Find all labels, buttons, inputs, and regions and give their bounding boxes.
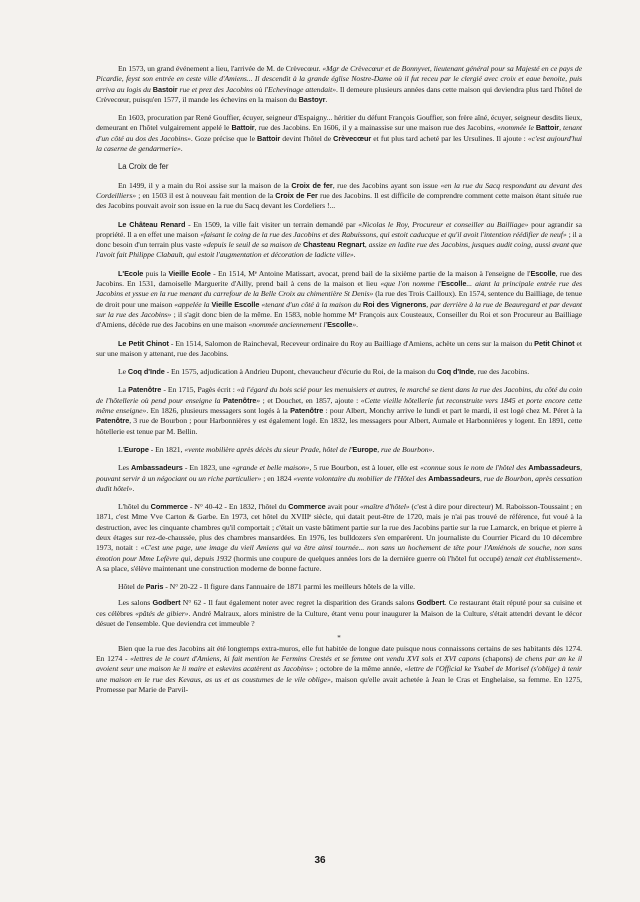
text-run: rue des Jacobins. Il est difficile de comprendre comment cette maison étant située rue des Jacobins pouvait avoir son issue en la rue du Sacq devant les Cordeliers !... <box>96 190 582 211</box>
quotation: «depuis le seuil de sa maison de <box>202 240 303 250</box>
text-run: et fut plus tard acheté par les Ursulines. Il ajoute : <box>371 133 528 143</box>
quotation: » <box>352 320 357 330</box>
place-name: Vieille Escolle <box>211 299 260 309</box>
text-run: ; octobre de la même année, <box>313 664 405 674</box>
place-name: Patenôtre <box>290 406 324 416</box>
text-run: ; et Douchet, en 1857, ajoute : <box>260 395 361 405</box>
text-run: et sur une maison y attenant, rue des Jacobins. <box>96 338 582 358</box>
text-run: En 1499, il y a main du Roi assise sur la maison de la <box>118 180 292 190</box>
text-run: devint l'hôtel de <box>280 133 334 143</box>
page-number: 36 <box>314 855 326 866</box>
place-name: Ambassadeurs <box>131 463 183 473</box>
text-run: N° 62 - Il faut également noter avec regret la disparition des Grands salons <box>180 598 417 608</box>
quotation: , rue de Bourbon» <box>377 444 433 454</box>
text-run: L' <box>118 444 124 454</box>
place-name: Escolle <box>327 320 353 330</box>
text-run: - En 1514, Salomon de Raincheval, Receveur ordinaire du Roy au Bailliage d'Amiens, achète un cens sur la maison du <box>168 338 535 348</box>
place-name: Le Petit Chinot <box>118 338 169 348</box>
paragraph <box>96 113 582 154</box>
quotation: «pâtés de gibier» <box>135 608 189 618</box>
text-run: , rue des Jacobins. En 1606, il y a mainassise sur une maison rue des Jacobins, <box>254 123 498 133</box>
text-run: - En 1823, une <box>182 463 233 473</box>
text-run: . <box>325 94 328 104</box>
text-run: , 5 rue Bourbon, est à louer, elle est <box>309 463 421 473</box>
text-run: . <box>353 250 356 260</box>
paragraph <box>96 445 582 455</box>
place-name: Le Château Renard <box>118 219 186 229</box>
place-name: Vieille Ecole <box>168 268 211 278</box>
paragraph <box>96 367 582 377</box>
place-name: Croix de Fer <box>275 190 318 200</box>
place-name: L'Ecole <box>118 268 144 278</box>
text-run: - En 1821, <box>148 444 185 454</box>
quotation: «connue sous le nom de l'hôtel des <box>420 463 529 473</box>
text-run: , rue des Jacobins ayant son issue <box>332 180 441 190</box>
quotation: «grande et belle maison» <box>232 463 310 473</box>
text-run: . Ce restaurant était réputé pour sa cuisine et ces célèbres <box>96 598 582 618</box>
quotation: «C'est une page, une image du vieil Amiens qui va être ainsi tournée... non sans un hochement de tête pour l'Amiénois de souche, non sans émotion pour Mme Lefèvre qui, depuis 1932 <box>96 543 582 563</box>
text-run: Les <box>118 463 132 473</box>
text-run: . André Malraux, alors ministre de la Culture, étant venu pour inaugurer la Maison de la Culture, s'était attendri devant le décor désuet de l'ensemble. Que deviendra cet immeuble ? <box>96 608 582 629</box>
paragraph <box>96 502 582 574</box>
text-run: . <box>432 444 435 454</box>
quotation: «lettres de le court d'Amiens, ki fait mention ke Fermins Crestés et se femme ont vendu XVI sols et XVI capons <box>130 653 481 663</box>
section-separator: * <box>337 634 341 643</box>
text-run: - En 1514, Mᵉ Antoine Matissart, avocat, prend bail de la sixième partie de la maison à l'enseigne de l' <box>210 268 531 278</box>
text-run: L'hôtel du <box>118 502 151 512</box>
section-heading: La Croix de fer <box>118 162 169 172</box>
place-name: Europe <box>352 444 378 454</box>
text-run: ; il s'agit donc bien de la même. En 1583, noble homme Mᵉ François aux Cousteaux, Conseiller du Roi et son Procureur au Bailliage d'Amiens, décède rue des Jacobins en une maison <box>96 309 582 330</box>
place-name: Godbert <box>152 598 181 608</box>
text-run: En 1603, procuration par René Gouffier, écuyer, seigneur d'Espaigny... héritier du défunt François Gouffier, son frère aîné, écuyer, seigneur desdits lieux, demeurant en l'hôtel vulgairement appelé le <box>96 113 582 133</box>
text-run: Les salons <box>118 598 153 608</box>
text-run: , 3 rue de Bourbon ; pour Harbonnières y est également logé. En 1832, les messagers pour Albert, Aumale et Harbonnières y logent. En 1891, cette hôtellerie est tenue par M. Bellin. <box>96 416 582 436</box>
text-run: , maison qu'elle avait achetée à Jean le Cras et Enghelaise, sa femme. En 1275, Promesse par Marie de Parvil- <box>96 674 582 694</box>
paragraph <box>96 385 582 436</box>
text-run: , rue des Jacobins. En 1531, damoiselle Marguerite d'Ailly, prend bail à cens de la maison et lieu <box>96 268 582 289</box>
paragraph <box>96 269 582 331</box>
quotation: «faisant le coing de la rue des Jacobins et des Rabuissons, qui estoit caducque et qu'il avoit l'intention réédifier de neuf» <box>200 229 567 239</box>
place-name: Battoir <box>257 133 281 143</box>
place-name: Bastoir <box>152 84 178 94</box>
text-run: puis la <box>143 268 169 278</box>
place-name: Bastoyr <box>298 94 326 104</box>
place-name: Chasteau Regnart <box>302 240 365 250</box>
quotation: tenait cet établissement» <box>504 553 581 563</box>
place-name: Europe <box>123 444 149 454</box>
text-run: pour agrandir sa propriété. Il a en effet une maison <box>96 219 582 239</box>
text-run: - En 1715, Pagès écrit : <box>161 385 237 395</box>
text-run: (c'est à dire pour directeur) M. Raboisson-Toussaint ; en 1871, c'est Mme Vve Carton & Garbe. En 1973, cet hôtel du XVIIIᵉ siècle, qui datait peut-être de 1720, mais je n'ai pas trouvé de référence, fut voué à la destruction, avec les cinquante chambres qu'il comportait ; c'était un vaste bâtiment partie sur la rue des Jacobins partie sur la rue Lamarck, en brique et pierre à deux étages sur rez-de-chaussée, plus des chambres mansardées. En 1976, les bulldozers s'en emparèrent. Un journaliste du Courrier Picard du 10 décembre 1973, notait : <box>96 502 582 553</box>
quotation: «vente mobilière après décès du sieur Prade, hôtel de l' <box>184 444 353 454</box>
place-name: Ambassadeurs <box>528 463 581 473</box>
quotation: ... aiant la principale entrée rue des Jacobins et yssue en la rue menant du carrefour de la Belle Croix au chimentière St Denis» <box>96 279 583 299</box>
place-name: Coq d'Inde <box>436 367 474 377</box>
text-run: - En 1575, adjudication à Andrieu Dupont, chevaucheur d'écurie du Roi, de la maison du <box>164 367 437 377</box>
place-name: Patenôtre <box>128 385 162 395</box>
text-run: (hormis une coupure de quelques années lors de la dernière guerre où l'hôtel fut occupé) <box>231 553 505 563</box>
place-name: Petit Chinot <box>534 338 575 348</box>
place-name: Roi des Vignerons <box>362 299 427 309</box>
text-run: . <box>180 144 183 154</box>
place-name: Commerce <box>288 502 326 512</box>
paragraph <box>96 220 582 261</box>
quotation: de chens par an ke il avoient seur une maison ke li maire et eskevins acatèrent as Jacobins» <box>96 653 582 674</box>
paragraph <box>96 64 582 105</box>
place-name: Escolle <box>530 268 556 278</box>
quotation: «c'est aujourd'hui la caserne de gendarmerie» <box>96 133 583 154</box>
place-name: Commerce <box>150 502 188 512</box>
place-name: Patenôtre <box>96 416 130 426</box>
text-run: - N° 20-22 - Il figure dans l'annuaire de 1871 parmi les meilleurs hôtels de la ville. <box>163 582 415 592</box>
quotation: , par derrière à la rue de Beauregard et par devant sur la rue des Jacobins» <box>96 299 582 319</box>
place-name: Godbert <box>416 598 445 608</box>
page-body <box>96 64 582 703</box>
text-run: Le <box>118 367 128 377</box>
text-run: ; en 1824 <box>261 473 294 483</box>
text-run: - N° 40-42 - En 1832, l'hôtel du <box>187 502 289 512</box>
quotation: «Mgr de Crèvecœur et de Bonnyvet, lieutenant général pour sa Majesté en ce pays de Picardie, feyst son entrée en ceste ville d'Amiens... Il descendit à la grande église Nostre-Dame où il fut receu par le clergié avec croix et eaue benoite, puis arriva au logis du <box>96 64 582 94</box>
quotation: «appelée la <box>174 299 212 309</box>
quotation: , rue de Bourbon, après cessation dudit hôtel» <box>96 473 582 493</box>
paragraph <box>96 339 582 360</box>
place-name: Croix de fer <box>291 180 333 190</box>
text-run: Bien que la rue des Jacobins ait été longtemps extra-muros, elle fut habitée de longue date puisque nous connaissons certains de ses habitants dès 1274. En 1274 - <box>96 643 582 663</box>
text-run: En 1573, un grand événement a lieu, l'arrivée de M. de Crèvecœur. <box>118 64 323 73</box>
quotation: «tenant d'un côté à la maison du <box>259 299 363 309</box>
place-name: Escolle <box>441 279 467 289</box>
text-run: (la rue des Trois Cailloux). En 1574, sentence du Bailliage, de tenue de droit pour une maison <box>96 289 582 309</box>
text-run: . <box>132 483 135 493</box>
text-run: : pour Albert, Monchy arrive le lundi et part le mardi, il est logé chez M. Péret à la <box>323 406 583 416</box>
quotation: «nommée anciennement l' <box>248 320 328 330</box>
paragraph <box>96 644 582 695</box>
place-name: Coq d'Inde <box>127 367 165 377</box>
quotation: «vente volontaire du mobilier de l'Hôtel des <box>293 473 429 483</box>
text-run: La <box>118 385 129 395</box>
paragraph <box>96 598 582 629</box>
text-run: , rue des Jacobins. <box>473 367 530 377</box>
text-run: . Il demeure plusieurs années dans cette maison qui deviendra plus tard l'hôtel de Crèvecœur, puisqu'en 1577, il mande les échevins en la maison du <box>96 84 582 104</box>
quotation: «Cette vieille hôtellerie fut reconstruite vers 1845 et porte encore cette même enseigne» <box>96 395 582 416</box>
text-run: avait pour <box>325 502 361 512</box>
text-run: (chapons) <box>480 653 516 663</box>
place-name: Patenôtre <box>223 395 257 405</box>
place-name: Battoir <box>231 123 255 133</box>
quotation: , assize en ladite rue des Jacobins, jusques audit coing, aussi avant que l'avoit fait Philippe Clabault, qui estoit l'augmentation et décoration de ladicte ville» <box>96 240 582 260</box>
text-run: Hôtel de <box>118 582 146 592</box>
quotation: «lettre de l'Official ke Ysabel de Morisel (s'oblige) à tenir une maison en le rue des Kevaus, as us et as coustumes de le vile oblige» <box>96 664 582 684</box>
quotation: «à l'égard du bois scié pour les menuisiers et autres, le marché se tient dans la rue des Jacobins, du côté du coin de l'hôtellerie où pend pour enseigne la <box>96 385 582 405</box>
quotation: rue et prez des Jacobins où l'Echevinage attendait» <box>177 84 337 94</box>
text-run: . A sa place, s'élève maintenant une construction moderne de bonne facture. <box>96 553 582 573</box>
paragraph <box>96 463 582 494</box>
text-run: . En 1826, plusieurs messagers sont logés à la <box>146 406 291 416</box>
quotation: «nommée le <box>497 123 536 133</box>
paragraph <box>96 181 582 212</box>
quotation: «Nicolas le Roy, Procureur et conseiller au Bailliage» <box>358 219 529 229</box>
place-name: Battoir <box>535 123 560 133</box>
paragraph <box>96 582 582 592</box>
text-run: . Goze précise que le <box>190 133 258 143</box>
place-name: Paris <box>145 582 164 592</box>
quotation: » <box>256 395 261 405</box>
text-run: ; il a donc besoin d'un terrain plus vaste <box>96 229 582 250</box>
place-name: Crèvecœur <box>333 133 372 143</box>
text-run: . <box>356 320 358 330</box>
place-name: Ambassadeurs <box>428 473 480 483</box>
quotation: , pouvant servir à un négociant ou un riche particulier» <box>96 463 582 483</box>
quotation: «en la rue du Sacq respondant au devant des Cordeilliers» <box>96 180 583 200</box>
text-run: - En 1509, la ville fait visiter un terrain demandé par <box>185 219 359 229</box>
quotation: «que l'on nomme l' <box>380 279 442 289</box>
quotation: , tenant d'un côté au dos des Jacobins» <box>96 123 582 143</box>
quotation: «maître d'hôtel» <box>360 502 410 512</box>
text-run: ; en 1503 il est à nouveau fait mention de la <box>136 190 276 200</box>
